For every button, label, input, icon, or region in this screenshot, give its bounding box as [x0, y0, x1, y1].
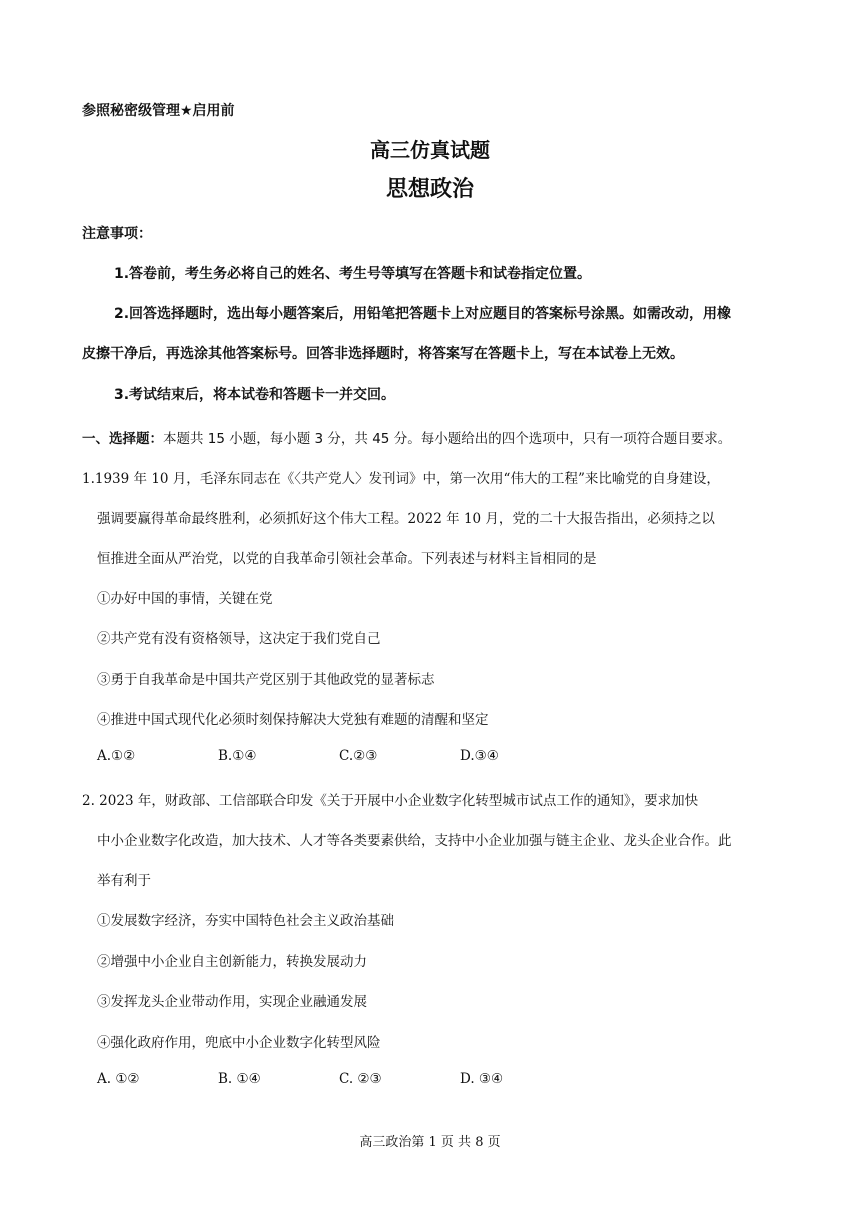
section-1-instruction: 本题共 15 小题，每小题 3 分，共 45 分。每小题给出的四个选项中，只有一项符合题目要求。 [163, 431, 732, 447]
exam-title: 高三仿真试题 [370, 138, 490, 162]
q1-choice-b: B.①④ [218, 748, 257, 764]
section-1-heading [82, 427, 731, 447]
q2-stem-line-2: 中小企业数字化改造，加大技术、人才等各类要素供给，支持中小企业加强与链主企业、龙头企业合作。此 [97, 833, 732, 849]
q2-choice-a: A. ①② [97, 1071, 140, 1087]
q2-statement-4: ④强化政府作用，兜底中小企业数字化转型风险 [97, 1035, 381, 1051]
subject-title: 思想政治 [385, 177, 474, 202]
page-footer: 高三政治第 1 页 共 8 页 [359, 1135, 501, 1150]
q1-choice-d: D.③④ [460, 748, 499, 764]
q2-statement-2: ②增强中小企业自主创新能力，转换发展动力 [97, 954, 367, 970]
q1-stem-line-3: 恒推进全面从严治党，以党的自我革命引领社会革命。下列表述与材料主旨相同的是 [97, 551, 597, 567]
q2-choice-c: C. ②③ [339, 1071, 382, 1087]
q2-statement-3: ③发挥龙头企业带动作用，实现企业融通发展 [97, 994, 367, 1010]
q1-statement-4: ④推进中国式现代化必须时刻保持解决大党独有难题的清醒和坚定 [97, 712, 489, 728]
notice-item-3: 3.考试结束后，将本试卷和答题卡一并交回。 [114, 387, 396, 403]
q2-statement-1: ①发展数字经济，夯实中国特色社会主义政治基础 [97, 913, 394, 929]
notice-item-2-line-1: 2.回答选择题时，选出每小题答案后，用铅笔把答题卡上对应题目的答案标号涂黑。如需改动，用橡 [114, 306, 732, 322]
section-1-label: 一、选择题： [82, 431, 163, 447]
q1-choice-a: A.①② [97, 748, 136, 764]
q1-statement-1: ①办好中国的事情，关键在党 [97, 591, 273, 607]
q2-choice-b: B. ①④ [218, 1071, 261, 1087]
notice-item-1: 1.答卷前，考生务必将自己的姓名、考生号等填写在答题卡和试卷指定位置。 [114, 266, 592, 282]
notice-item-2-line-2: 皮擦干净后，再选涂其他答案标号。回答非选择题时，将答案写在答题卡上，写在本试卷上无效。 [82, 346, 684, 362]
notice-heading: 注意事项： [82, 226, 152, 242]
secret-mark: 参照秘密级管理★启用前 [82, 103, 235, 119]
q1-statement-2: ②共产党有没有资格领导，这决定于我们党自己 [97, 631, 381, 647]
q1-statement-3: ③勇于自我革命是中国共产党区别于其他政党的显著标志 [97, 672, 435, 688]
q2-stem-line-1: 2. 2023 年，财政部、工信部联合印发《关于开展中小企业数字化转型城市试点工作的通知》，要求加快 [82, 793, 699, 809]
q1-stem-line-1: 1.1939 年 10 月，毛泽东同志在《〈共产党人〉发刊词》中，第一次用“伟大的工程”来比喻党的自身建设， [82, 471, 720, 487]
q1-stem-line-2: 强调要赢得革命最终胜利，必须抓好这个伟大工程。2022 年 10 月，党的二十大报告指出，必须持之以 [97, 511, 715, 527]
q2-stem-line-3: 举有利于 [97, 873, 151, 889]
q2-choice-d: D. ③④ [460, 1071, 504, 1087]
q1-choice-c: C.②③ [339, 748, 378, 764]
